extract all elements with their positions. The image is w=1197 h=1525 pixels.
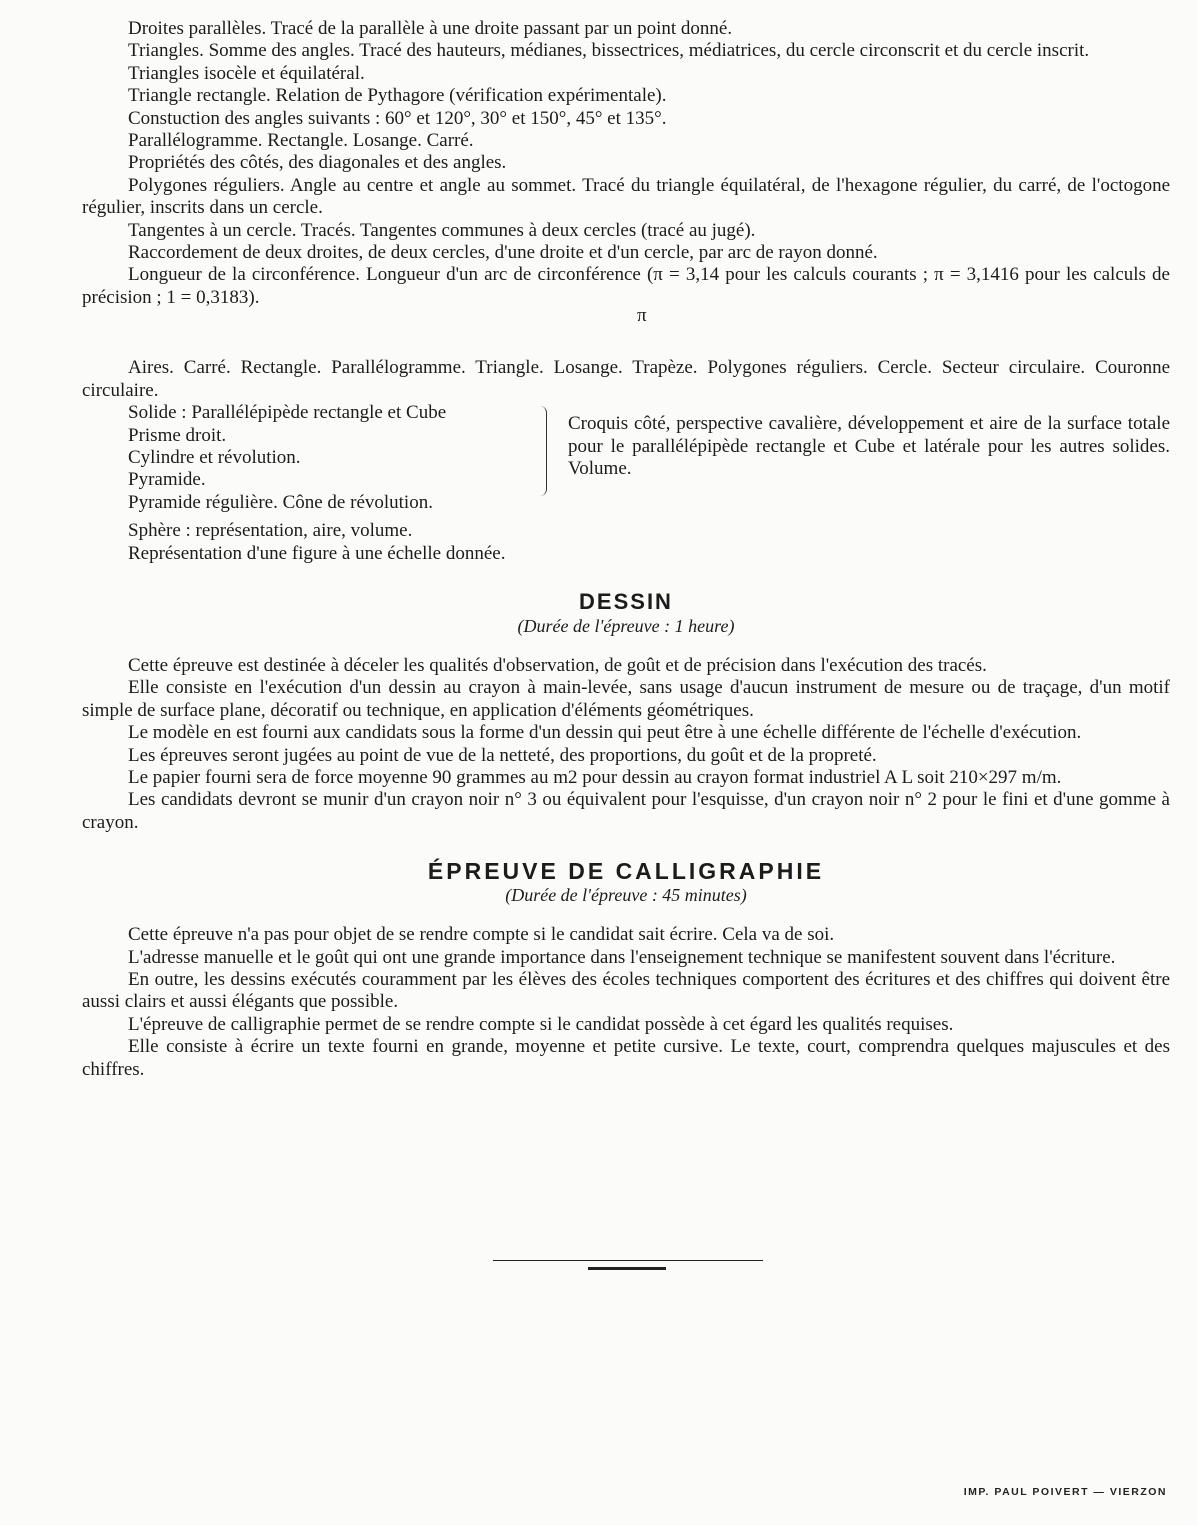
text-line: Parallélogramme. Rectangle. Losange. Carré. xyxy=(128,130,474,152)
paragraph: Les candidats devront se munir d'un crayon noir n° 3 ou équivalent pour l'esquisse, d'un crayon noir n° 2 pour le fini et d'une gomme à crayon. xyxy=(82,789,1170,833)
solid-item: Solide : Parallélépipède rectangle et Cube xyxy=(128,402,447,424)
areas-paragraph: Aires. Carré. Rectangle. Parallélogramme. Triangle. Losange. Trapèze. Polygones réguliers. Cercle. Secteur circulaire. Couronne circulaire. xyxy=(82,357,1170,401)
paragraph: L'adresse manuelle et le goût qui ont une grande importance dans l'enseignement technique se manifestent souvent dans l'écriture. xyxy=(128,946,1116,968)
dessin-section xyxy=(82,589,1170,834)
printer-credit: IMP. PAUL POIVERT — VIERZON xyxy=(963,1486,1167,1498)
solids-note-text: Croquis côté, perspective cavalière, développement et aire de la surface totale pour le parallélépipède rectangle et Cube et latérale pour les autres solides. Volume. xyxy=(568,413,1170,479)
text-line: Triangles isocèle et équilatéral. xyxy=(128,62,365,84)
solid-item: Pyramide. xyxy=(128,469,206,491)
paragraph: Le papier fourni sera de force moyenne 90 grammes au m2 pour dessin au crayon format industriel A L soit 210×297 m/m. xyxy=(128,766,1062,788)
end-rule-bold xyxy=(588,1267,666,1270)
solids-note xyxy=(568,413,1170,480)
paragraph: En outre, les dessins exécutés couramment par les élèves des écoles techniques comportent des écritures et des chiffres qui doivent être aussi clairs et aussi élégants que possible. xyxy=(82,968,1170,1013)
sphere-line: Sphère : représentation, aire, volume. xyxy=(128,520,413,542)
text-line: Propriétés des côtés, des diagonales et des angles. xyxy=(128,152,507,174)
paragraph: Cette épreuve est destinée à déceler les qualités d'observation, de goût et de précision dans l'exécution des tracés. xyxy=(128,654,987,676)
text-line: Raccordement de deux droites, de deux cercles, d'une droite et d'un cercle, par arc de rayon donné. xyxy=(128,242,878,264)
paragraph: Les épreuves seront jugées au point de vue de la netteté, des proportions, du goût et de la propreté. xyxy=(128,744,877,766)
solid-item: Cylindre et révolution. xyxy=(128,446,301,468)
section-title-calligraphie: ÉPREUVE DE CALLIGRAPHIE xyxy=(427,858,825,885)
paragraph: Elle consiste à écrire un texte fourni en grande, moyenne et petite cursive. Le texte, court, comprendra quelques majuscules et des chiffres. xyxy=(82,1036,1170,1080)
section-title-dessin: DESSIN xyxy=(579,588,673,614)
text-line: Droites parallèles. Tracé de la parallèle à une droite passant par un point donné. xyxy=(128,18,733,39)
text-line: Tangentes à un cercle. Tracés. Tangentes communes à deux cercles (tracé au jugé). xyxy=(128,219,756,241)
fraction-row xyxy=(82,305,1170,331)
section-duration-calligraphie: (Durée de l'épreuve : 45 minutes) xyxy=(505,885,747,906)
paragraph: L'épreuve de calligraphie permet de se rendre compte si le candidat possède à cet égard les qualités requises. xyxy=(128,1013,954,1035)
text-line: Constuction des angles suivants : 60° et 120°, 30° et 150°, 45° et 135°. xyxy=(128,107,667,129)
text-line: Longueur de la circonférence. Longueur d'un arc de circonférence (π = 3,14 pour les calculs courants ; π = 3,1416 pour les calculs de précision ; 1 = 0,3183). xyxy=(82,264,1170,308)
section-duration-dessin: (Durée de l'épreuve : 1 heure) xyxy=(517,615,735,636)
paragraph: Le modèle en est fourni aux candidats sous la forme d'un dessin qui peut être à une échelle différente de l'échelle d'exécution. xyxy=(128,722,1082,744)
spacer xyxy=(82,331,1170,357)
calligraphie-section xyxy=(82,858,1170,1081)
end-rule xyxy=(493,1260,763,1261)
brace-symbol xyxy=(540,406,547,496)
text-line: Polygones réguliers. Angle au centre et angle au sommet. Tracé du triangle équilatéral, de l'hexagone régulier, du carré, de l'octogone régulier, inscrits dans un cercle. xyxy=(82,174,1170,219)
solid-item: Prisme droit. xyxy=(128,424,227,446)
paragraph: Cette épreuve n'a pas pour objet de se rendre compte si le candidat sait écrire. Cela va de soi. xyxy=(128,924,835,946)
text-line: Triangle rectangle. Relation de Pythagore (vérification expérimentale). xyxy=(128,85,667,107)
solid-item: Pyramide régulière. Cône de révolution. xyxy=(128,491,433,513)
geometry-section xyxy=(82,18,1170,565)
document-page xyxy=(82,18,1170,1081)
solids-list xyxy=(128,402,446,514)
scale-line: Représentation d'une figure à une échelle donnée. xyxy=(128,542,506,564)
paragraph: Elle consiste en l'exécution d'un dessin au crayon à main-levée, sans usage d'aucun instrument de mesure ou de traçage, d'un motif simple de surface plane, décoratif ou technique, en application d'éléments géométriques. xyxy=(82,677,1170,721)
fraction-denominator: π xyxy=(637,305,647,327)
text-line: Triangles. Somme des angles. Tracé des hauteurs, médianes, bissectrices, médiatrices, du cercle circonscrit et du cercle inscrit. xyxy=(128,40,1090,62)
solids-block xyxy=(82,402,1170,520)
